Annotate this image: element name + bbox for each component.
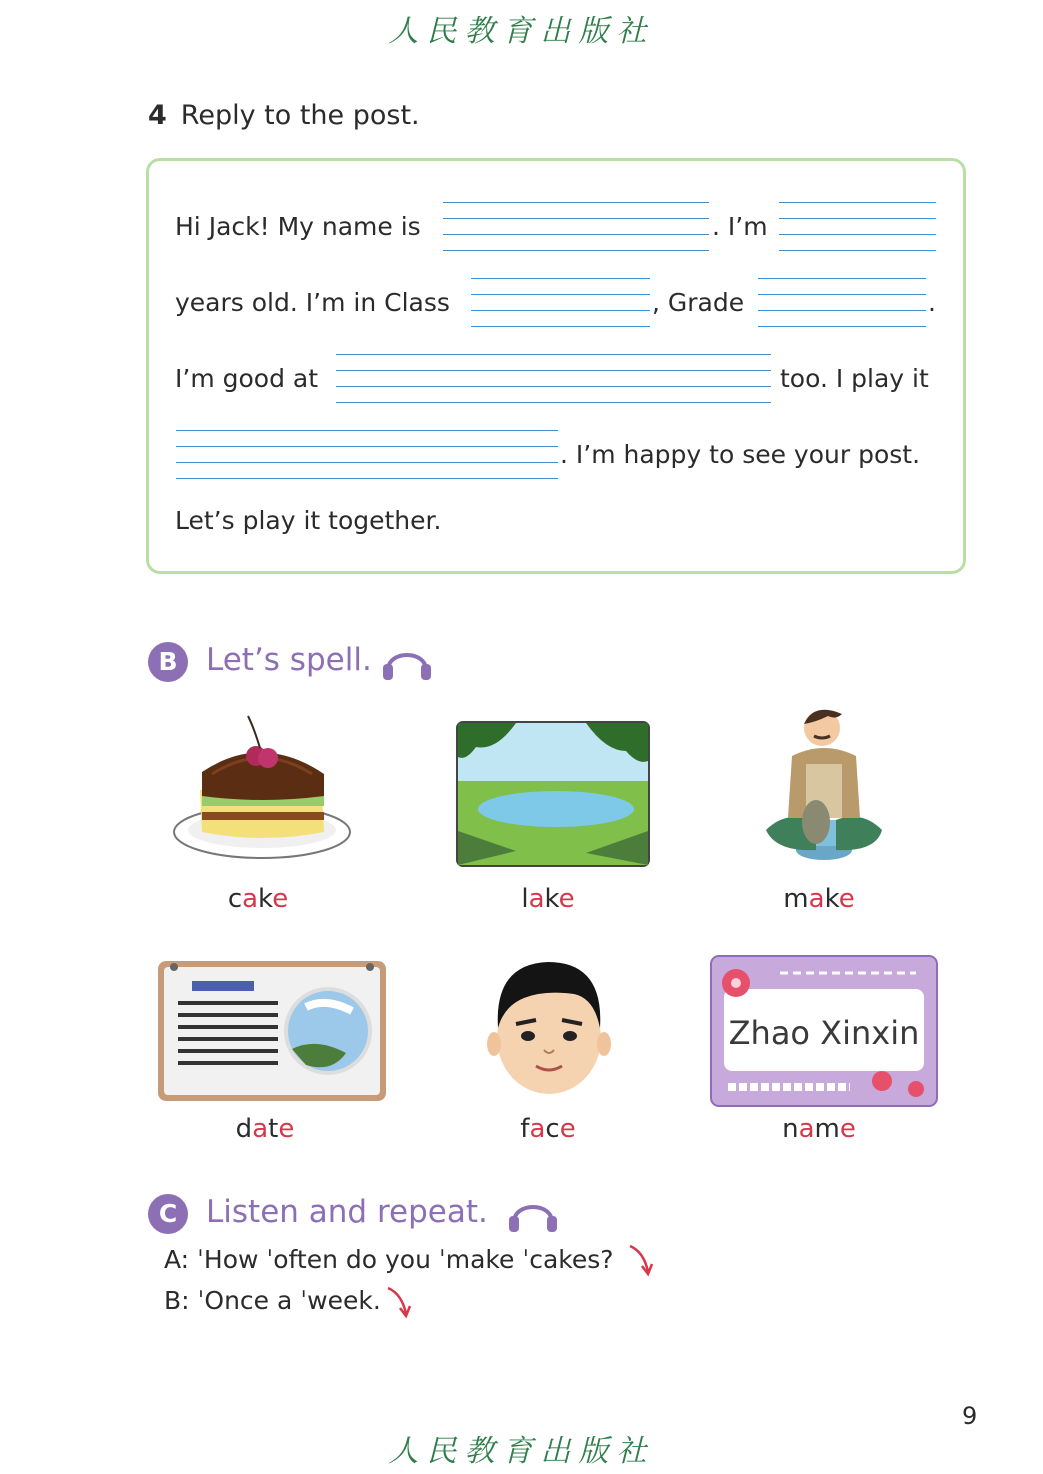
lake-picture (456, 721, 650, 867)
post-line-2b: , Grade (652, 288, 745, 317)
falling-intonation-arrow-icon (628, 1242, 654, 1278)
post-line-4a: . I’m happy to see your post. (560, 440, 921, 469)
potter-picture (756, 700, 892, 866)
post-line-2a: years old. I’m in Class (175, 288, 450, 317)
section-c-title: Listen and repeat. (206, 1194, 488, 1230)
word-make: make (783, 884, 855, 914)
section-b-title: Let’s spell. (206, 642, 372, 678)
post-line-2c: . (928, 288, 936, 317)
word-lake: lake (521, 884, 575, 914)
section-number: 4 (148, 100, 167, 131)
word-face: face (520, 1114, 576, 1144)
blank-good-at[interactable] (336, 354, 771, 404)
page-number: 9 (962, 1402, 978, 1430)
falling-intonation-arrow-icon (386, 1284, 412, 1320)
name-card-text: Zhao Xinxin (728, 1014, 920, 1052)
post-line-3b: too. I play it (780, 364, 929, 393)
headphones-icon[interactable] (506, 1192, 560, 1234)
calendar-picture (156, 957, 388, 1103)
post-line-1b: . I’m (712, 212, 768, 241)
section-c-badge: C (148, 1194, 188, 1234)
blank-grade[interactable] (758, 278, 926, 328)
blank-age[interactable] (779, 202, 936, 252)
dialog-line-b: B: ˈOnce a ˈweek. (164, 1286, 381, 1315)
dialog-line-a: A: ˈHow ˈoften do you ˈmake ˈcakes? (164, 1245, 614, 1274)
post-line-1a: Hi Jack! My name is (175, 212, 421, 241)
face-picture (484, 954, 614, 1100)
blank-class[interactable] (471, 278, 650, 328)
blank-how-often[interactable] (176, 430, 558, 480)
section-title-text: Reply to the post. (180, 100, 420, 131)
word-date: date (235, 1114, 295, 1144)
cake-picture (172, 712, 354, 862)
section-b-badge: B (148, 642, 188, 682)
headphones-icon[interactable] (380, 640, 434, 682)
publisher-header: 人民教育出版社 (388, 14, 655, 49)
publisher-footer: 人民教育出版社 (388, 1434, 655, 1469)
section-4-title (148, 100, 420, 131)
word-cake: cake (227, 884, 289, 914)
post-line-3a: I’m good at (175, 364, 319, 393)
blank-name[interactable] (443, 202, 709, 252)
post-line-5: Let’s play it together. (175, 506, 442, 535)
word-name: name (782, 1114, 856, 1144)
